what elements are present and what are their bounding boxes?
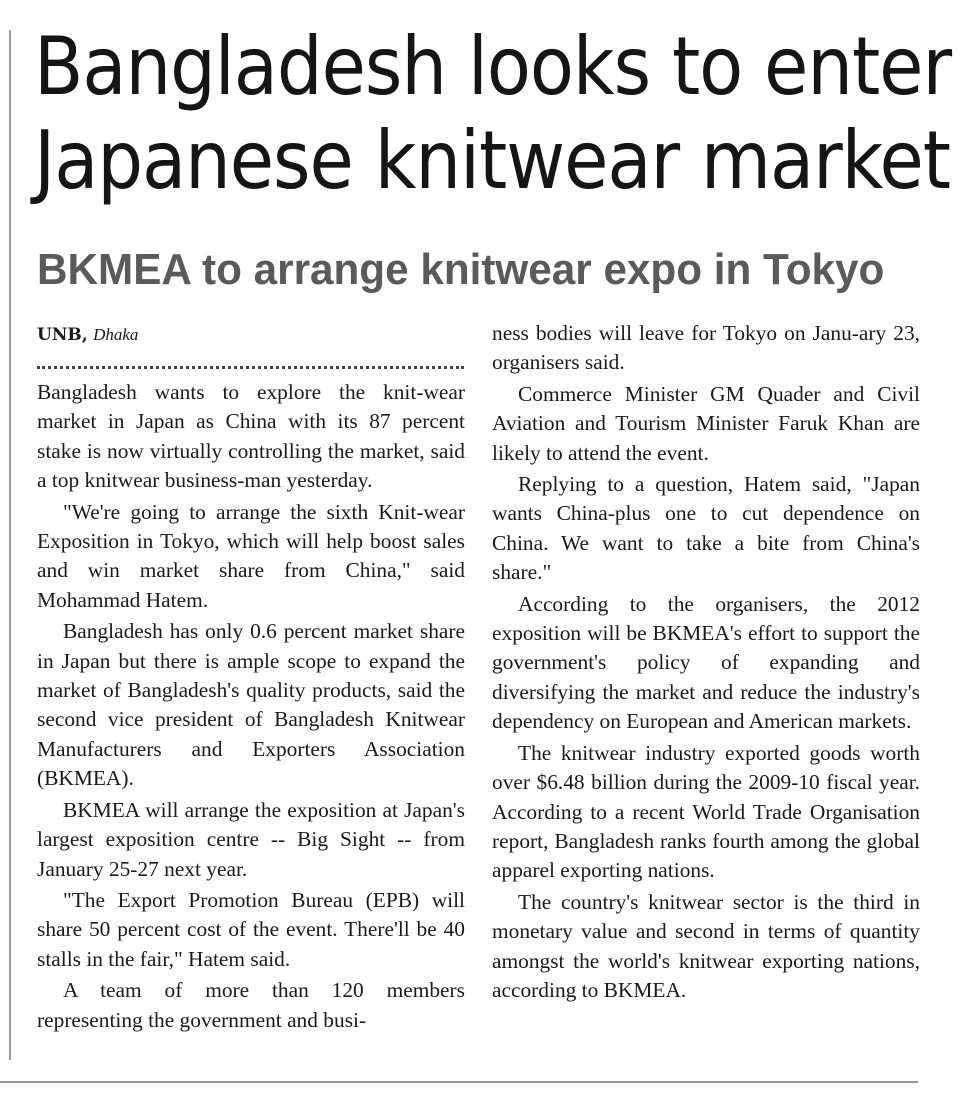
paragraph: Bangladesh wants to explore the knit-wear market in Japan as China with its 87 percent stake is now virtually controlling the market, said a top knitwear business-man yesterday. (37, 380, 465, 493)
headline (34, 20, 952, 208)
paragraph: According to the organisers, the 2012 exposition will be BKMEA's effort to support the government's policy of expanding and diversifying the market and reduce the industry's dependency on European and American markets. (492, 591, 920, 734)
paragraph: The knitwear industry exported goods worth over $6.48 billion during the 2009-10 fiscal year. According to a recent World Trade Organisation report, Bangladesh ranks fourth among the global apparel exporting nations. (492, 740, 920, 883)
byline-divider (37, 366, 464, 369)
paragraph: "We're going to arrange the sixth Knit-wear Exposition in Tokyo, which will help boost sales and win market share from China," said Mohammad Hatem. (37, 499, 465, 612)
headline-line-2: Japanese knitwear market (34, 114, 950, 207)
paragraph: The country's knitwear sector is the third in monetary value and second in terms of quantity amongst the world's knitwear exporting nations, according to BKMEA. (492, 889, 920, 1002)
paragraph: ness bodies will leave for Tokyo on Janu-ary 23, organisers said. (492, 321, 920, 375)
byline-agency: UNB, (37, 325, 88, 345)
byline-place: Dhaka (93, 325, 139, 344)
byline (37, 325, 138, 345)
paragraph: Bangladesh has only 0.6 percent market share in Japan but there is ample scope to expand the market of Bangladesh's quality products, said the second vice president of Bangladesh Knitwear Manufacturers and Exporters Association (BKMEA). (37, 619, 465, 791)
paragraph: Commerce Minister GM Quader and Civil Aviation and Tourism Minister Faruk Khan are likely to attend the event. (492, 381, 920, 465)
paragraph: BKMEA will arrange the exposition at Japan's largest exposition centre -- Big Sight -- from January 25-27 next year. (37, 797, 465, 881)
bottom-rule (0, 1081, 918, 1083)
article-column-left (37, 378, 465, 1037)
headline-line-1: Bangladesh looks to enter (34, 20, 952, 113)
paragraph: "The Export Promotion Bureau (EPB) will share 50 percent cost of the event. There'll be 40 stalls in the fair," Hatem said. (37, 887, 465, 971)
article-column-right (492, 319, 920, 1007)
subheadline: BKMEA to arrange knitwear expo in Tokyo (37, 245, 885, 294)
paragraph: Replying to a question, Hatem said, "Japan wants China-plus one to cut dependence on China. We want to take a bite from China's share." (492, 472, 920, 585)
column-rule-left (9, 30, 11, 1060)
paragraph: A team of more than 120 members representing the government and busi- (37, 978, 465, 1032)
